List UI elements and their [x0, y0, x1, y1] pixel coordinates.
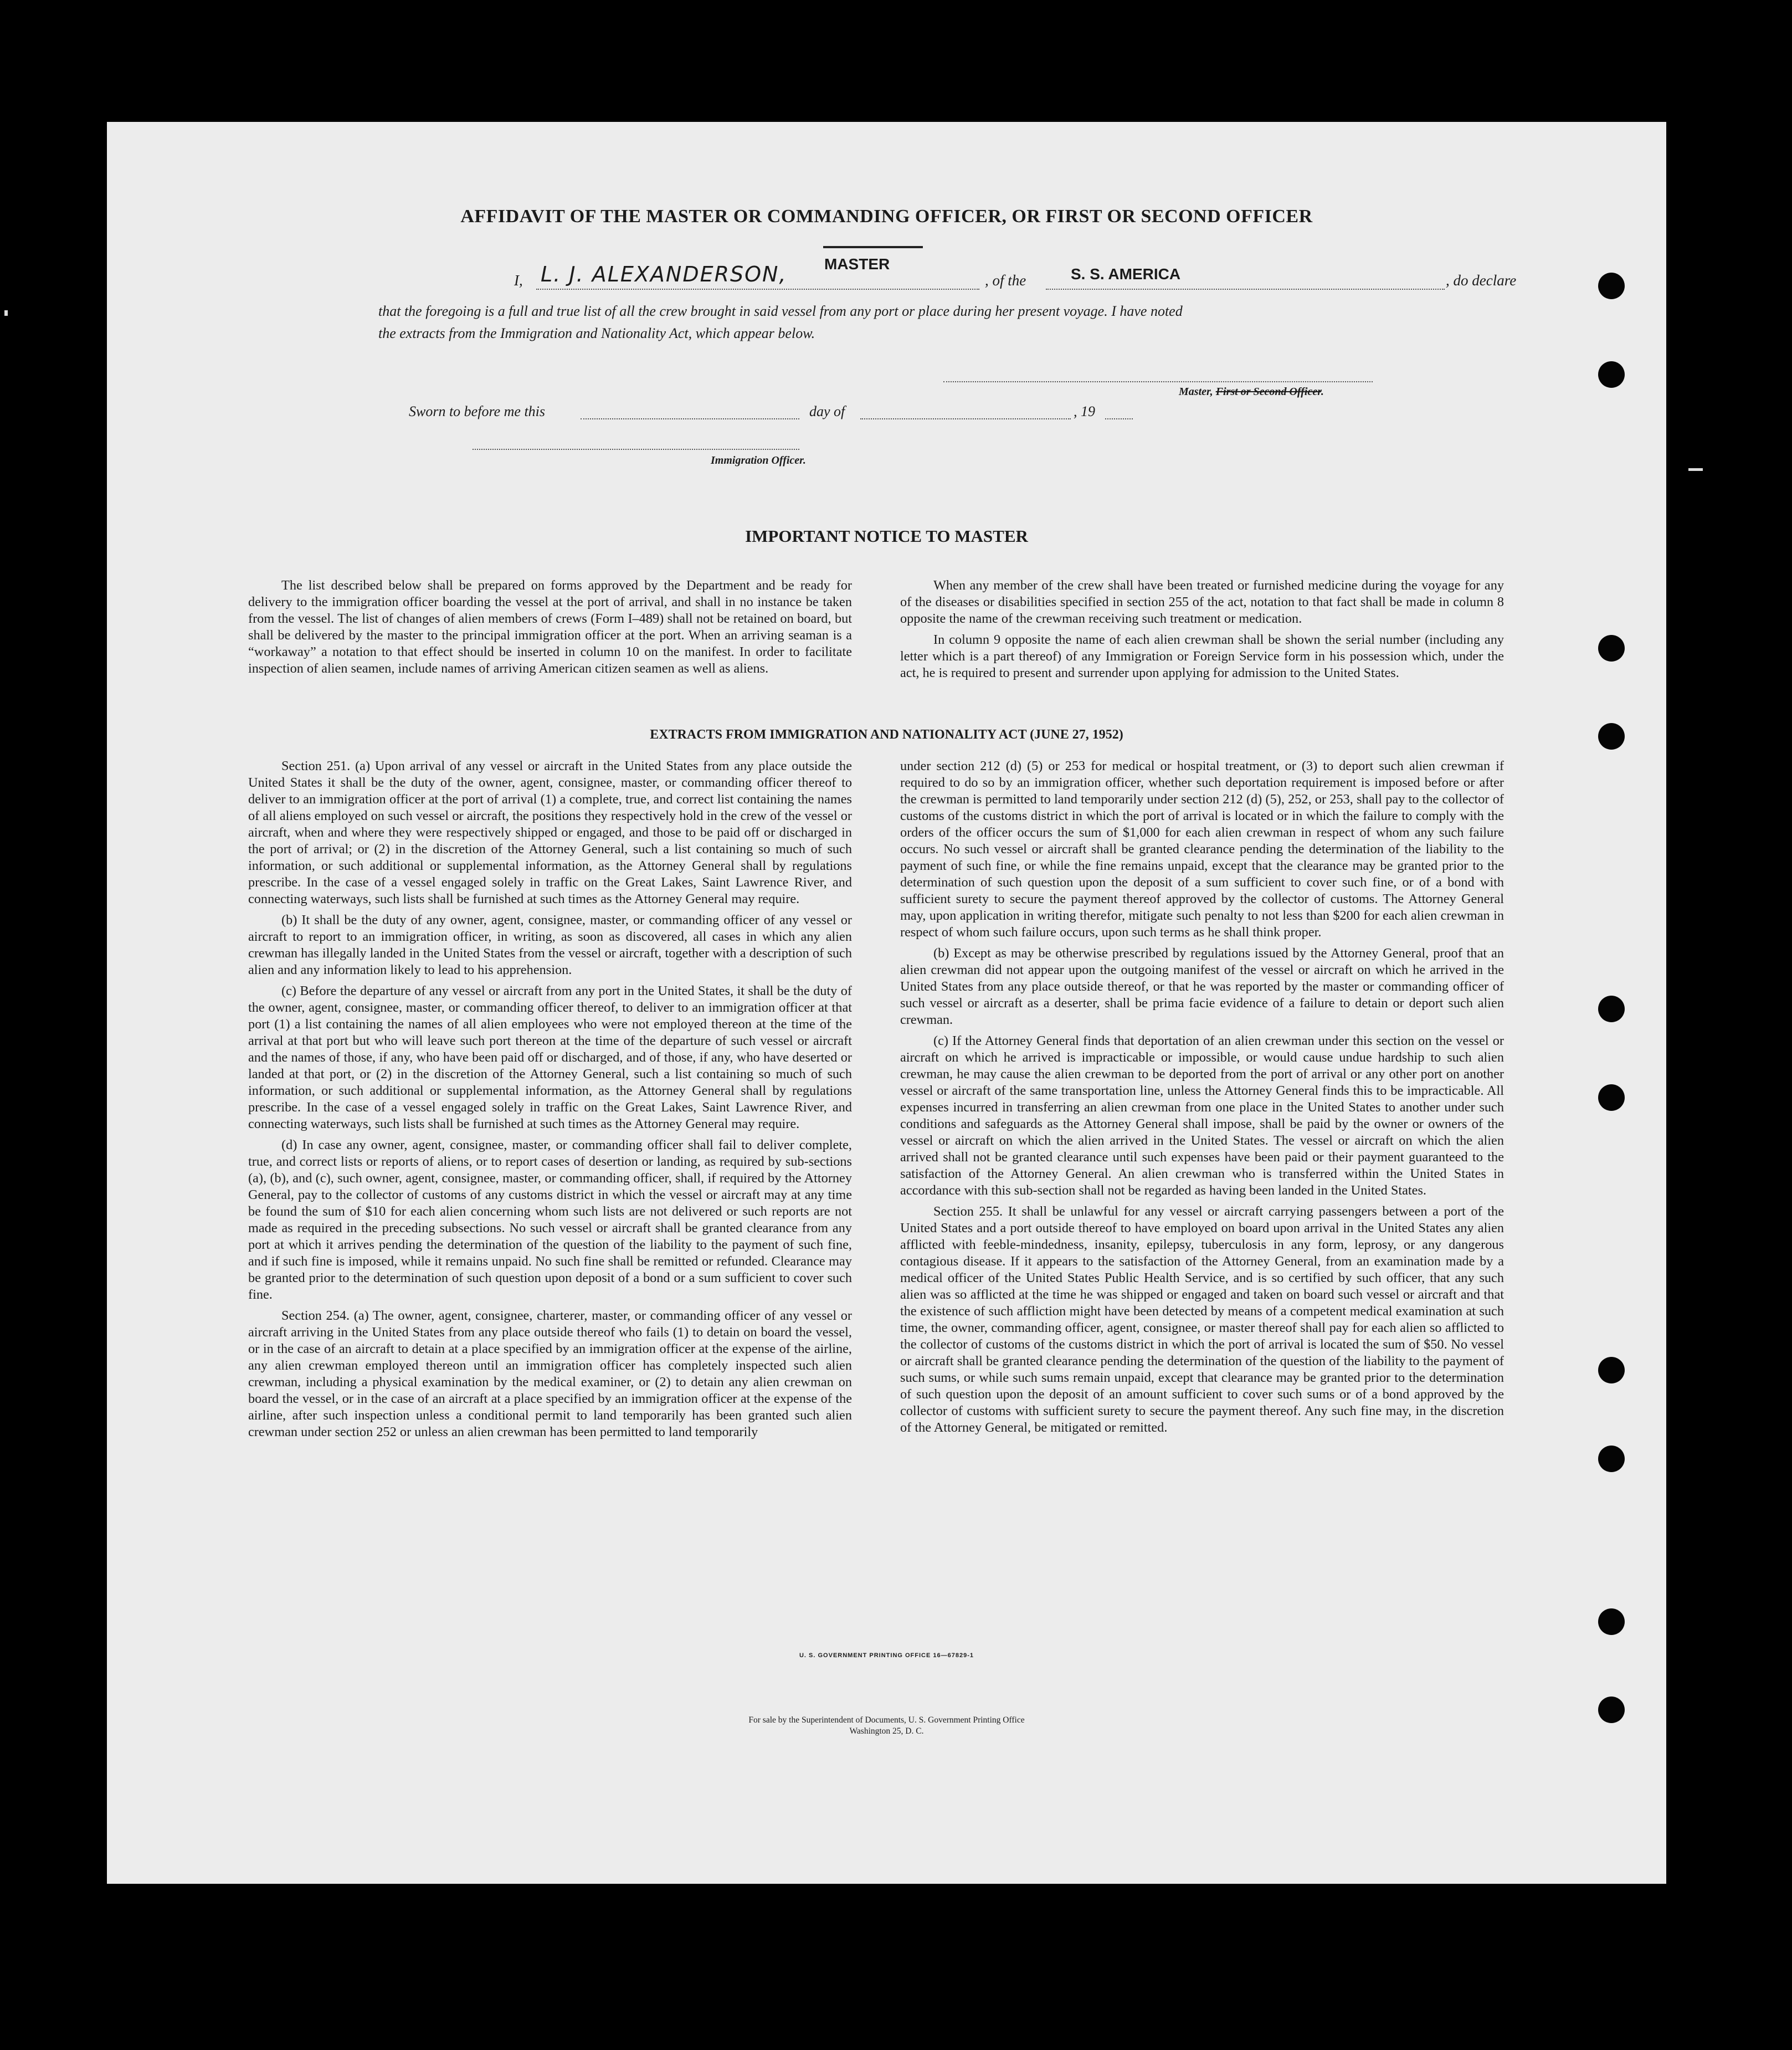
binder-hole-3 — [1598, 635, 1625, 662]
declaration-text — [378, 300, 1486, 345]
section-254-b: (b) Except as may be otherwise prescribed by regulations issued by the Attorney General, proof that an alien crewman did not appear upon the outgoing manifest of the vessel or aircraft on which he arrived in the United States from any place outside thereof, or that he was reported by the master or commanding officer of such vessel or aircraft as a deserter, shall be prima facie evidence of a failure to detain or deport such alien crewman. — [900, 946, 1504, 1027]
master-name-handwritten: L. J. ALEXANDERSON, — [541, 262, 787, 286]
printing-office-line: U. S. GOVERNMENT PRINTING OFFICE 16—67829-1 — [799, 1652, 974, 1659]
binder-hole-10 — [1598, 1697, 1625, 1723]
section-251-a: Section 251. (a) Upon arrival of any vessel or aircraft in the United States from any place outside the United States it shall be the duty of the owner, agent, consignee, master, or commanding officer thereof to deliver to an immigration officer at the port of arrival (1) a complete, true, and correct list containing the names of all aliens employed on such vessel or aircraft, the positions they respectively hold in the crew of the vessel or aircraft, when and where they were respectively shipped or engaged, and those to be paid off or discharged in the port of arrival; or (2) in the discretion of the Attorney General, such a list containing so much of such information, or such additional or supplemental information, as the Attorney General shall by regulations prescribe. In the case of a vessel engaged solely in traffic on the Great Lakes, Saint Lawrence River, and connecting waterways, such lists shall be furnished at such times as the Attorney General may require. — [248, 758, 852, 906]
sale-notice — [107, 1715, 1666, 1737]
declaration-text-line1: that the foregoing is a full and true list of all the crew brought in said vessel from any port or place during her present voyage. I have noted — [378, 303, 1183, 319]
struck-officer-label: First or Second Officer — [1215, 386, 1321, 398]
declaration-text-line2: the extracts from the Immigration and Nationality Act, which appear below. — [378, 325, 815, 341]
extracts-left-column — [248, 758, 852, 1441]
master-signature-label — [1179, 386, 1324, 398]
immigration-officer-label: Immigration Officer. — [711, 454, 806, 467]
binder-hole-6 — [1598, 1084, 1625, 1111]
section-251-b: (b) It shall be the duty of any owner, agent, consignee, master, or commanding officer of any vessel or aircraft to report to an immigration officer, in writing, as soon as discovered, all cases in which any alien crewman has illegally landed in the United States from the vessel or aircraft, together with a description of such alien and any information likely to lead to his apprehension. — [248, 913, 852, 977]
name-dotted-line — [536, 289, 979, 290]
rank-filled: MASTER — [824, 255, 890, 273]
notice-left-column — [248, 577, 852, 677]
scan-speck — [1688, 468, 1703, 471]
sale-notice-line1: For sale by the Superintendent of Documents, U. S. Government Printing Office — [748, 1715, 1025, 1725]
section-254-a-continued: under section 212 (d) (5) or 253 for medical or hospital treatment, or (3) to deport such alien crewman if required to do so by an immigration officer, whether such deportation requirement is imposed before or after the crewman is permitted to land temporarily under section 212 (d) (5), 252, or 253, shall pay to the collector of customs of the customs district in which the port of arrival is located or in which the failure to comply with the orders of the officer occurs the sum of $1,000 for each alien crewman in respect of whom any such failure occurs. No such vessel or aircraft shall be granted clearance pending the determination of the liability to the payment of such fine, or while the fine remains unpaid, except that the clearance may be granted prior to the determination of such question upon the deposit of a sum sufficient to cover such fine, or of a bond with sufficient surety to secure the payment thereof approved by the collector of customs. The Attorney General may, upon application in writing therefor, mitigate such penalty to not less than $200 for each alien crewman in respect of whom such failure occurs, upon such terms as he shall think proper. — [900, 758, 1504, 940]
year-dotted-line — [1105, 418, 1133, 419]
sworn-month-dotted-line — [860, 418, 1071, 419]
title-rule — [823, 246, 923, 248]
extracts-title: EXTRACTS FROM IMMIGRATION AND NATIONALITY ACT (JUNE 27, 1952) — [650, 727, 1123, 742]
sworn-label: Sworn to before me this — [409, 403, 546, 419]
section-254-c: (c) If the Attorney General finds that deportation of an alien crewman under this section on the vessel or aircraft on which he arrived is impracticable or impossible, or would cause undue hardship to such alien crewman, he may cause the alien crewman to be deported from the port of arrival or any other port on another vessel or aircraft of the same transportation line, unless the Attorney General finds this to be impracticable. All expenses incurred in transferring an alien crewman from one place in the United States to another under such conditions and safeguards as the Attorney General shall impose, shall be paid by the owner or owners of the vessel or aircraft on which the alien arrived in the United States. The vessel or aircraft on which the alien arrived shall not be granted clearance until such expenses have been paid or their payment guaranteed to the satisfaction of the Attorney General. An alien crewman who is transferred within the United States in accordance with this sub-section shall not be regarded as having been landed in the United States. — [900, 1033, 1504, 1198]
day-of-label: day of — [809, 403, 845, 419]
sworn-day-dotted-line — [581, 418, 799, 419]
notice-left-paragraph: The list described below shall be prepared on forms approved by the Department and be ready for delivery to the immigration officer boarding the vessel at the port of arrival, and shall in no instance be taken from the vessel. The list of changes of alien members of crews (Form I–489) shall not be retained on board, but shall be delivered by the master to the principal immigration officer at the port. When an arriving seaman is a “workaway” a notation to that effect should be inserted in column 10 on the manifest. In order to facilitate inspection of alien seamen, include names of arriving American citizen seamen as well as aliens. — [248, 578, 852, 676]
vessel-dotted-line — [1046, 289, 1445, 290]
affidavit-title: AFFIDAVIT OF THE MASTER OR COMMANDING OFFICER, OR FIRST OR SECOND OFFICER — [460, 206, 1313, 227]
section-251-c: (c) Before the departure of any vessel or aircraft from any port in the United States, it shall be the duty of the owner, agent, consignee, master, or commanding officer thereof, to deliver to an immigration officer at that port (1) a list containing the names of all alien employees who were not employed thereon at the time of the arrival at that port but who will leave such port thereon at the time of the departure of such vessel or aircraft and the names of those, if any, who have been paid off or discharged, and of those, if any, who have deserted or landed at that port, or (2) in the discretion of the Attorney General, such a list containing so much of such information, or such additional or supplemental information, as the Attorney General shall by regulations prescribe. In the case of a vessel engaged solely in traffic on the Great Lakes, Saint Lawrence River, and connecting waterways, such lists shall be furnished at such times as the Attorney General may require. — [248, 983, 852, 1131]
notice-title: IMPORTANT NOTICE TO MASTER — [745, 526, 1028, 546]
declaration-prefix: I, — [514, 272, 523, 289]
binder-hole-5 — [1598, 996, 1625, 1022]
scan-speck — [4, 310, 8, 316]
binder-hole-1 — [1598, 273, 1625, 299]
declaration-line — [403, 255, 1517, 295]
binder-hole-7 — [1598, 1357, 1625, 1383]
binder-hole-2 — [1598, 361, 1625, 388]
vessel-filled: S. S. AMERICA — [1071, 265, 1181, 283]
notice-right-paragraph-1: When any member of the crew shall have been treated or furnished medicine during the voyage for any of the diseases or disabilities specified in section 255 of the act, notation to that fact shall be made in column 8 opposite the name of the crewman receiving such treatment or medication. — [900, 578, 1504, 626]
notice-right-column — [900, 577, 1504, 681]
master-signature-line — [943, 381, 1373, 382]
notice-right-paragraph-2: In column 9 opposite the name of each alien crewman shall be shown the serial number (including any letter which is a part thereof) of any Immigration or Foreign Service form in his possession which, under the act, he is required to present and surrender upon applying for admission to the United States. — [900, 632, 1504, 680]
section-255: Section 255. It shall be unlawful for any vessel or aircraft carrying passengers between a port of the United States and a port outside thereof to have employed on board upon arrival in the United States any alien afflicted with feeble-mindedness, insanity, epilepsy, tuberculosis in any form, leprosy, or any dangerous contagious disease. If it appears to the satisfaction of the Attorney General, from an examination made by a medical officer of the United States Public Health Service, and is so certified by such officer, that any such alien was so afflicted at the time he was shipped or engaged and taken on board such vessel or aircraft and that the existence of such affliction might have been detected by means of a competent medical examination at such time, the owner, commanding officer, agent, consignee, or master thereof shall pay for each alien so afflicted to the collector of customs of the customs district in which the port of arrival is located the sum of $50. No vessel or aircraft shall be granted clearance pending the determination of the question of the liability to the payment of such sums, or while such sums remain unpaid, except that clearance may be granted prior to the determination of such question upon the deposit of an amount sufficient to cover such sums or of a bond approved by the collector of customs with sufficient surety to secure the payment thereof. Any such fine may, in the discretion of the Attorney General, be mitigated or remitted. — [900, 1204, 1504, 1435]
master-label-period: . — [1321, 386, 1324, 398]
section-251-d: (d) In case any owner, agent, consignee, master, or commanding officer shall fail to deliver complete, true, and correct lists or reports of aliens, or to report cases of desertion or landing, as required by sub-sections (a), (b), and (c), such owner, agent, consignee, master, or commanding officer, shall, if required by the Attorney General, pay to the collector of customs of any customs district in which the vessel or aircraft may at any time be found the sum of $10 for each alien concerning whom such lists are not delivered or such reports are not made as required in the preceding subsections. No such vessel or aircraft shall be granted clearance from any port at which it arrives pending the determination of the question of the liability to the payment of such fine, and if such fine is imposed, while it remains unpaid. No such fine shall be remitted or refunded. Clearance may be granted prior to the determination of such question upon deposit of a bond or a sum sufficient to cover such fine. — [248, 1137, 852, 1302]
sale-notice-line2: Washington 25, D. C. — [849, 1726, 924, 1736]
binder-hole-4 — [1598, 723, 1625, 750]
section-254-a: Section 254. (a) The owner, agent, consignee, charterer, master, or commanding officer of any vessel or aircraft arriving in the United States from any place outside thereof who fails (1) to detain on board the vessel, or in the case of an aircraft to detain at a place specified by an immigration officer at the expense of the airline, any alien crewman employed thereon until an immigration officer has completely inspected such alien crewman, including a physical examination by the medical examiner, or (2) to detain any alien crewman on board the vessel, or in the case of an aircraft at a place specified by an immigration officer at the expense of the airline, after such inspection unless a conditional permit to land temporarily has been granted such alien crewman under section 252 or unless an alien crewman has been permitted to land temporarily — [248, 1308, 852, 1439]
document-page — [107, 122, 1666, 1884]
year-label: , 19 — [1074, 403, 1095, 419]
binder-hole-8 — [1598, 1446, 1625, 1472]
binder-hole-9 — [1598, 1608, 1625, 1635]
extracts-right-column — [900, 758, 1504, 1436]
of-the-label: , of the — [985, 272, 1026, 289]
immigration-officer-signature-line — [473, 449, 799, 450]
master-label: Master, — [1179, 386, 1213, 398]
do-declare-label: , do declare — [1446, 272, 1517, 289]
